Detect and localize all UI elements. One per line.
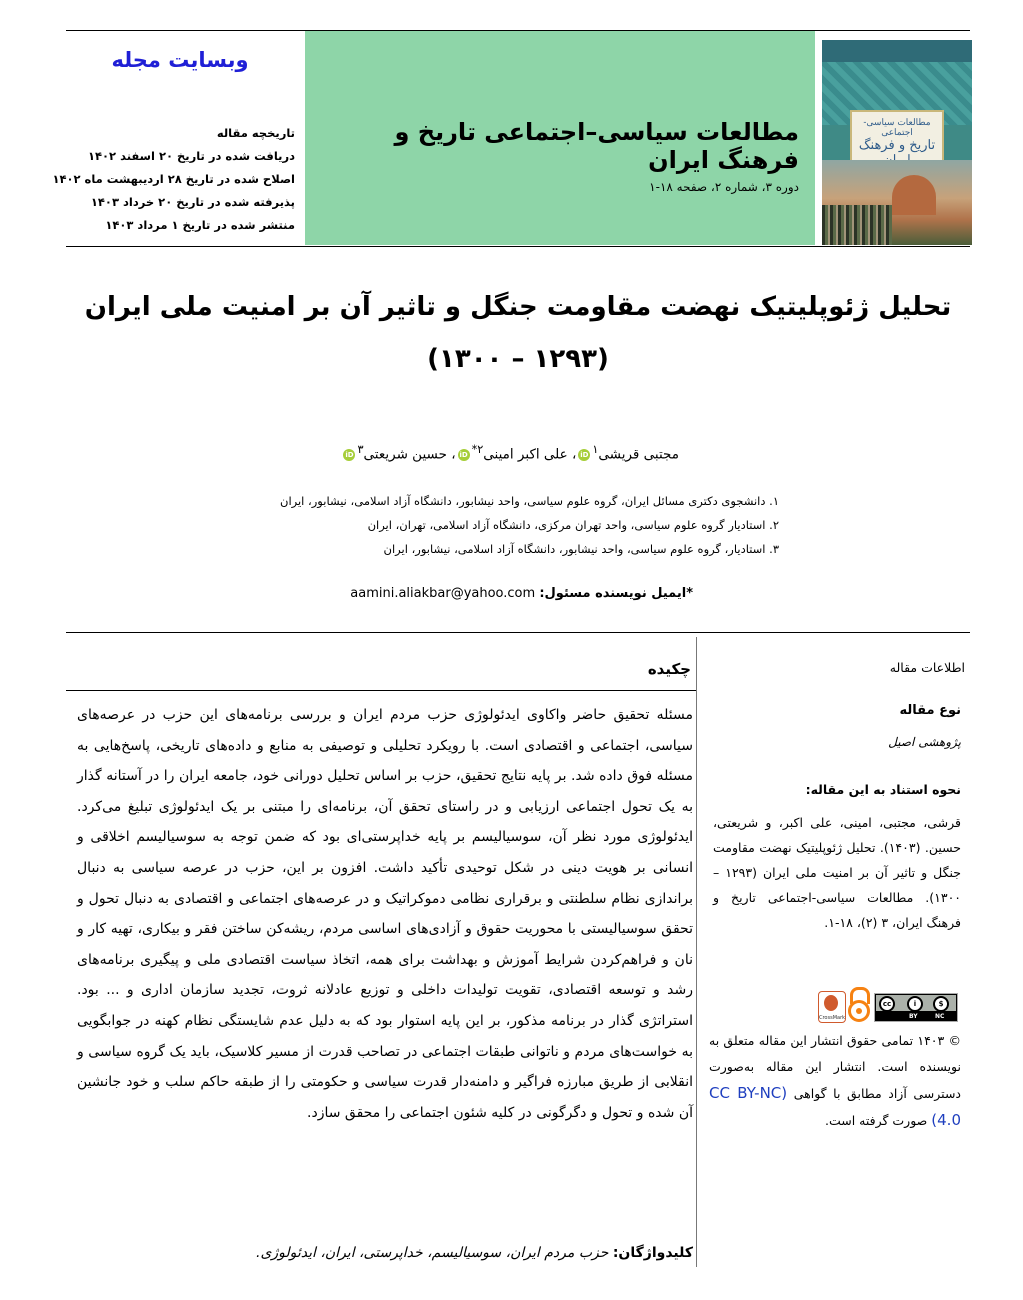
abstract-text: مسئله تحقیق حاضر واکاوی ایدئولوژی حزب مردم ایران و بررسی برنامه‌های این حزب در عرصه‌های سیاسی، اجتماعی و اقتصادی است. با رویکرد تحلیلی و توصیفی به منابع و داده‌های تاریخی، پاسخ‌هایی به مسئله فوق داده شد. بر پایه نتایج تحقیق، حزب بر اساس تحلیل دورانی خود، جامعه ایران را در آستانه گذار به یک تحول اجتماعی ارزیابی و در راستای تحقق آن، برنامه‌ای را مبتنی بر یک ایدئولوژی تبلیغ می‌کرد. ایدئولوژی مورد نظر آن، سوسیالیسم بر پایه خداپرستی‌ای بود که ضمن توجه به سوسیالیسم اخلاقی و انسانی بر هویت دینی در شکل توحیدی تأکید داشت. افزون بر این، حزب در عرصه سیاسی به دنبال براندازی نظام سلطنتی و برقراری نظامی دموکراتیک و در عرصه‌های اجتماعی و اقتصادی به دنبال تحول و تحقق سوسیالیستی با محوریت حقوق و آزادی‌های اساسی مردم، ریشه‌کن ساختن فقر و بیکاری، تهیه کار و نان و فراهم‌کردن شرایط آموزش و بهداشت برای همه، اتخاذ سیاست اقتصادی ملی و پیگیری برنامه‌های رشد و توسعه اقتصادی، تقویت تولیدات داخلی و توزیع عادلانه ثروت، تجدید سازمان اداری و ... بود. استراتژی گذار در برنامه مذکور، بر این پایه استوار بود که به دلیل عدم شایستگی نظام کهنه در جوابگویی به خواست‌های مردم و ناتوانی طبقات اجتماعی در تصاحب قدرت از مسیر کلاسیک، باید یک گروه سیاسی و انقلابی از طریق مبارزه فراگیر و دامنه‌دار قدرت سیاسی و حکومتی را از طبقه حاکم سلب و خود جانشین آن شده و تحول و دگرگونی در کلیه شئون اجتماعی را محقق سازد. xyxy=(77,707,693,1121)
history-revised: اصلاح شده در تاریخ ۲۸ اردیبهشت ماه ۱۴۰۲ xyxy=(52,172,295,186)
by-person-icon: i xyxy=(907,996,923,1012)
nc-dollar-icon: $ xyxy=(933,996,949,1012)
abstract-rule xyxy=(66,690,696,691)
author-sup: ۲* xyxy=(471,443,484,456)
author-sup: ۱ xyxy=(592,443,599,456)
cover-title-line2: تاریخ و فرهنگ xyxy=(858,138,936,153)
author-name[interactable]: مجتبی قریشی xyxy=(598,446,679,463)
article-title: تحلیل ژئوپلیتیک نهضت مقاومت جنگل و تاثیر آن بر امنیت ملی ایران xyxy=(84,292,952,322)
copyright-text: © ۱۴۰۳ تمامی حقوق انتشار این مقاله متعلق به نویسنده است. انتشار این مقاله به‌صورت دسترسی آزاد مطابق با گواهی xyxy=(709,1033,961,1101)
author-name[interactable]: حسین شریعتی xyxy=(363,446,447,463)
keywords-value: حزب مردم ایران، سوسیالیسم، خداپرستی، ایران، ایدئولوژی. xyxy=(256,1245,609,1261)
orcid-icon[interactable]: iD xyxy=(459,450,468,459)
cover-dome xyxy=(892,175,936,215)
orcid-icon[interactable]: iD xyxy=(580,450,589,459)
history-received: دریافت شده در تاریخ ۲۰ اسفند ۱۴۰۲ xyxy=(87,149,295,163)
affiliation-1: ۱. دانشجوی دکتری مسائل ایران، گروه علوم سیاسی، واحد نیشابور، دانشگاه آزاد اسلامی، نیشابور، ایران xyxy=(280,494,779,508)
cover-photo xyxy=(822,160,972,245)
crossmark-icon[interactable] xyxy=(818,991,846,1023)
cover-title-line1: مطالعات سیاسی-اجتماعی xyxy=(863,118,931,138)
citation-heading: نحوه استناد به این مقاله: xyxy=(805,782,961,797)
journal-title: مطالعات سیاسی–اجتماعی تاریخ و فرهنگ ایران xyxy=(394,118,799,174)
email-label: *ایمیل نویسنده مسئول: xyxy=(539,586,693,601)
crossmark-label: CrossMark xyxy=(819,1015,846,1021)
copyright-tail: صورت گرفته است. xyxy=(824,1113,928,1128)
body-top-rule xyxy=(66,632,970,633)
journal-cover-image xyxy=(822,40,972,245)
affiliation-3: ۳. استادیار، گروه علوم سیاسی، واحد نیشابور، دانشگاه آزاد اسلامی، نیشابور، ایران xyxy=(383,542,779,556)
abstract-heading: چکیده xyxy=(647,660,691,678)
author-sup: ۳ xyxy=(357,443,364,456)
cover-crowd xyxy=(822,205,892,245)
history-accepted: پذیرفته شده در تاریخ ۲۰ خرداد ۱۴۰۳ xyxy=(90,195,295,209)
email-address[interactable]: aamini.aliakbar@yahoo.com xyxy=(350,586,536,601)
citation-text: قرشی، مجتبی، امینی، علی اکبر، و شریعتی، حسین. (۱۴۰۳). تحلیل ژئوپلیتیک نهضت مقاومت جنگل و تاثیر آن بر امنیت ملی ایران (۱۲۹۳ – ۱۳۰۰). مطالعات سیاسی-اجتماعی تاریخ و فرهنگ ایران، ۳ (۲)، ۱۸-۱. xyxy=(713,815,961,930)
issue-info: دوره ۳، شماره ۲، صفحه ۱۸-۱ xyxy=(649,180,799,194)
cover-top-strip xyxy=(822,40,972,62)
cc-logo-icon: cc xyxy=(879,996,895,1012)
cc-by-nc-icon[interactable] xyxy=(874,993,958,1022)
header-bottom-rule xyxy=(66,246,970,247)
cc-by-label: BY xyxy=(909,1013,918,1020)
article-title-years: (۱۲۹۳ – ۱۳۰۰) xyxy=(427,344,609,374)
license-badges xyxy=(818,987,968,1025)
keywords-label: کلیدواژگان: xyxy=(612,1245,693,1261)
article-type-heading: نوع مقاله xyxy=(899,703,961,718)
open-access-icon xyxy=(848,987,870,1021)
article-type-value: پژوهشی اصیل xyxy=(888,735,961,749)
cc-nc-label: NC xyxy=(935,1013,945,1020)
history-published: منتشر شده در تاریخ ۱ مرداد ۱۴۰۳ xyxy=(105,218,295,232)
corresponding-email-line xyxy=(273,586,693,601)
license-link[interactable]: (CC BY-NC 4.0) xyxy=(709,1084,961,1129)
article-info-heading: اطلاعات مقاله xyxy=(889,660,965,675)
orcid-icon[interactable]: iD xyxy=(345,450,354,459)
column-separator xyxy=(696,637,697,1267)
author-list: مجتبی قریشی$^۱$iD، علی اکبر امینی$^{۲*}$iD، حسین شریعتی$^۳$iD xyxy=(345,443,679,463)
article-history-title: تاریخچه مقاله xyxy=(216,126,295,140)
keywords-line xyxy=(77,1245,693,1261)
journal-website-link[interactable]: وبسایت مجله xyxy=(111,48,249,72)
author-name[interactable]: علی اکبر امینی xyxy=(483,446,568,463)
copyright-notice xyxy=(709,1028,961,1134)
affiliation-2: ۲. استادیار گروه علوم سیاسی، واحد تهران مرکزی، دانشگاه آزاد اسلامی، تهران، ایران xyxy=(367,518,779,532)
